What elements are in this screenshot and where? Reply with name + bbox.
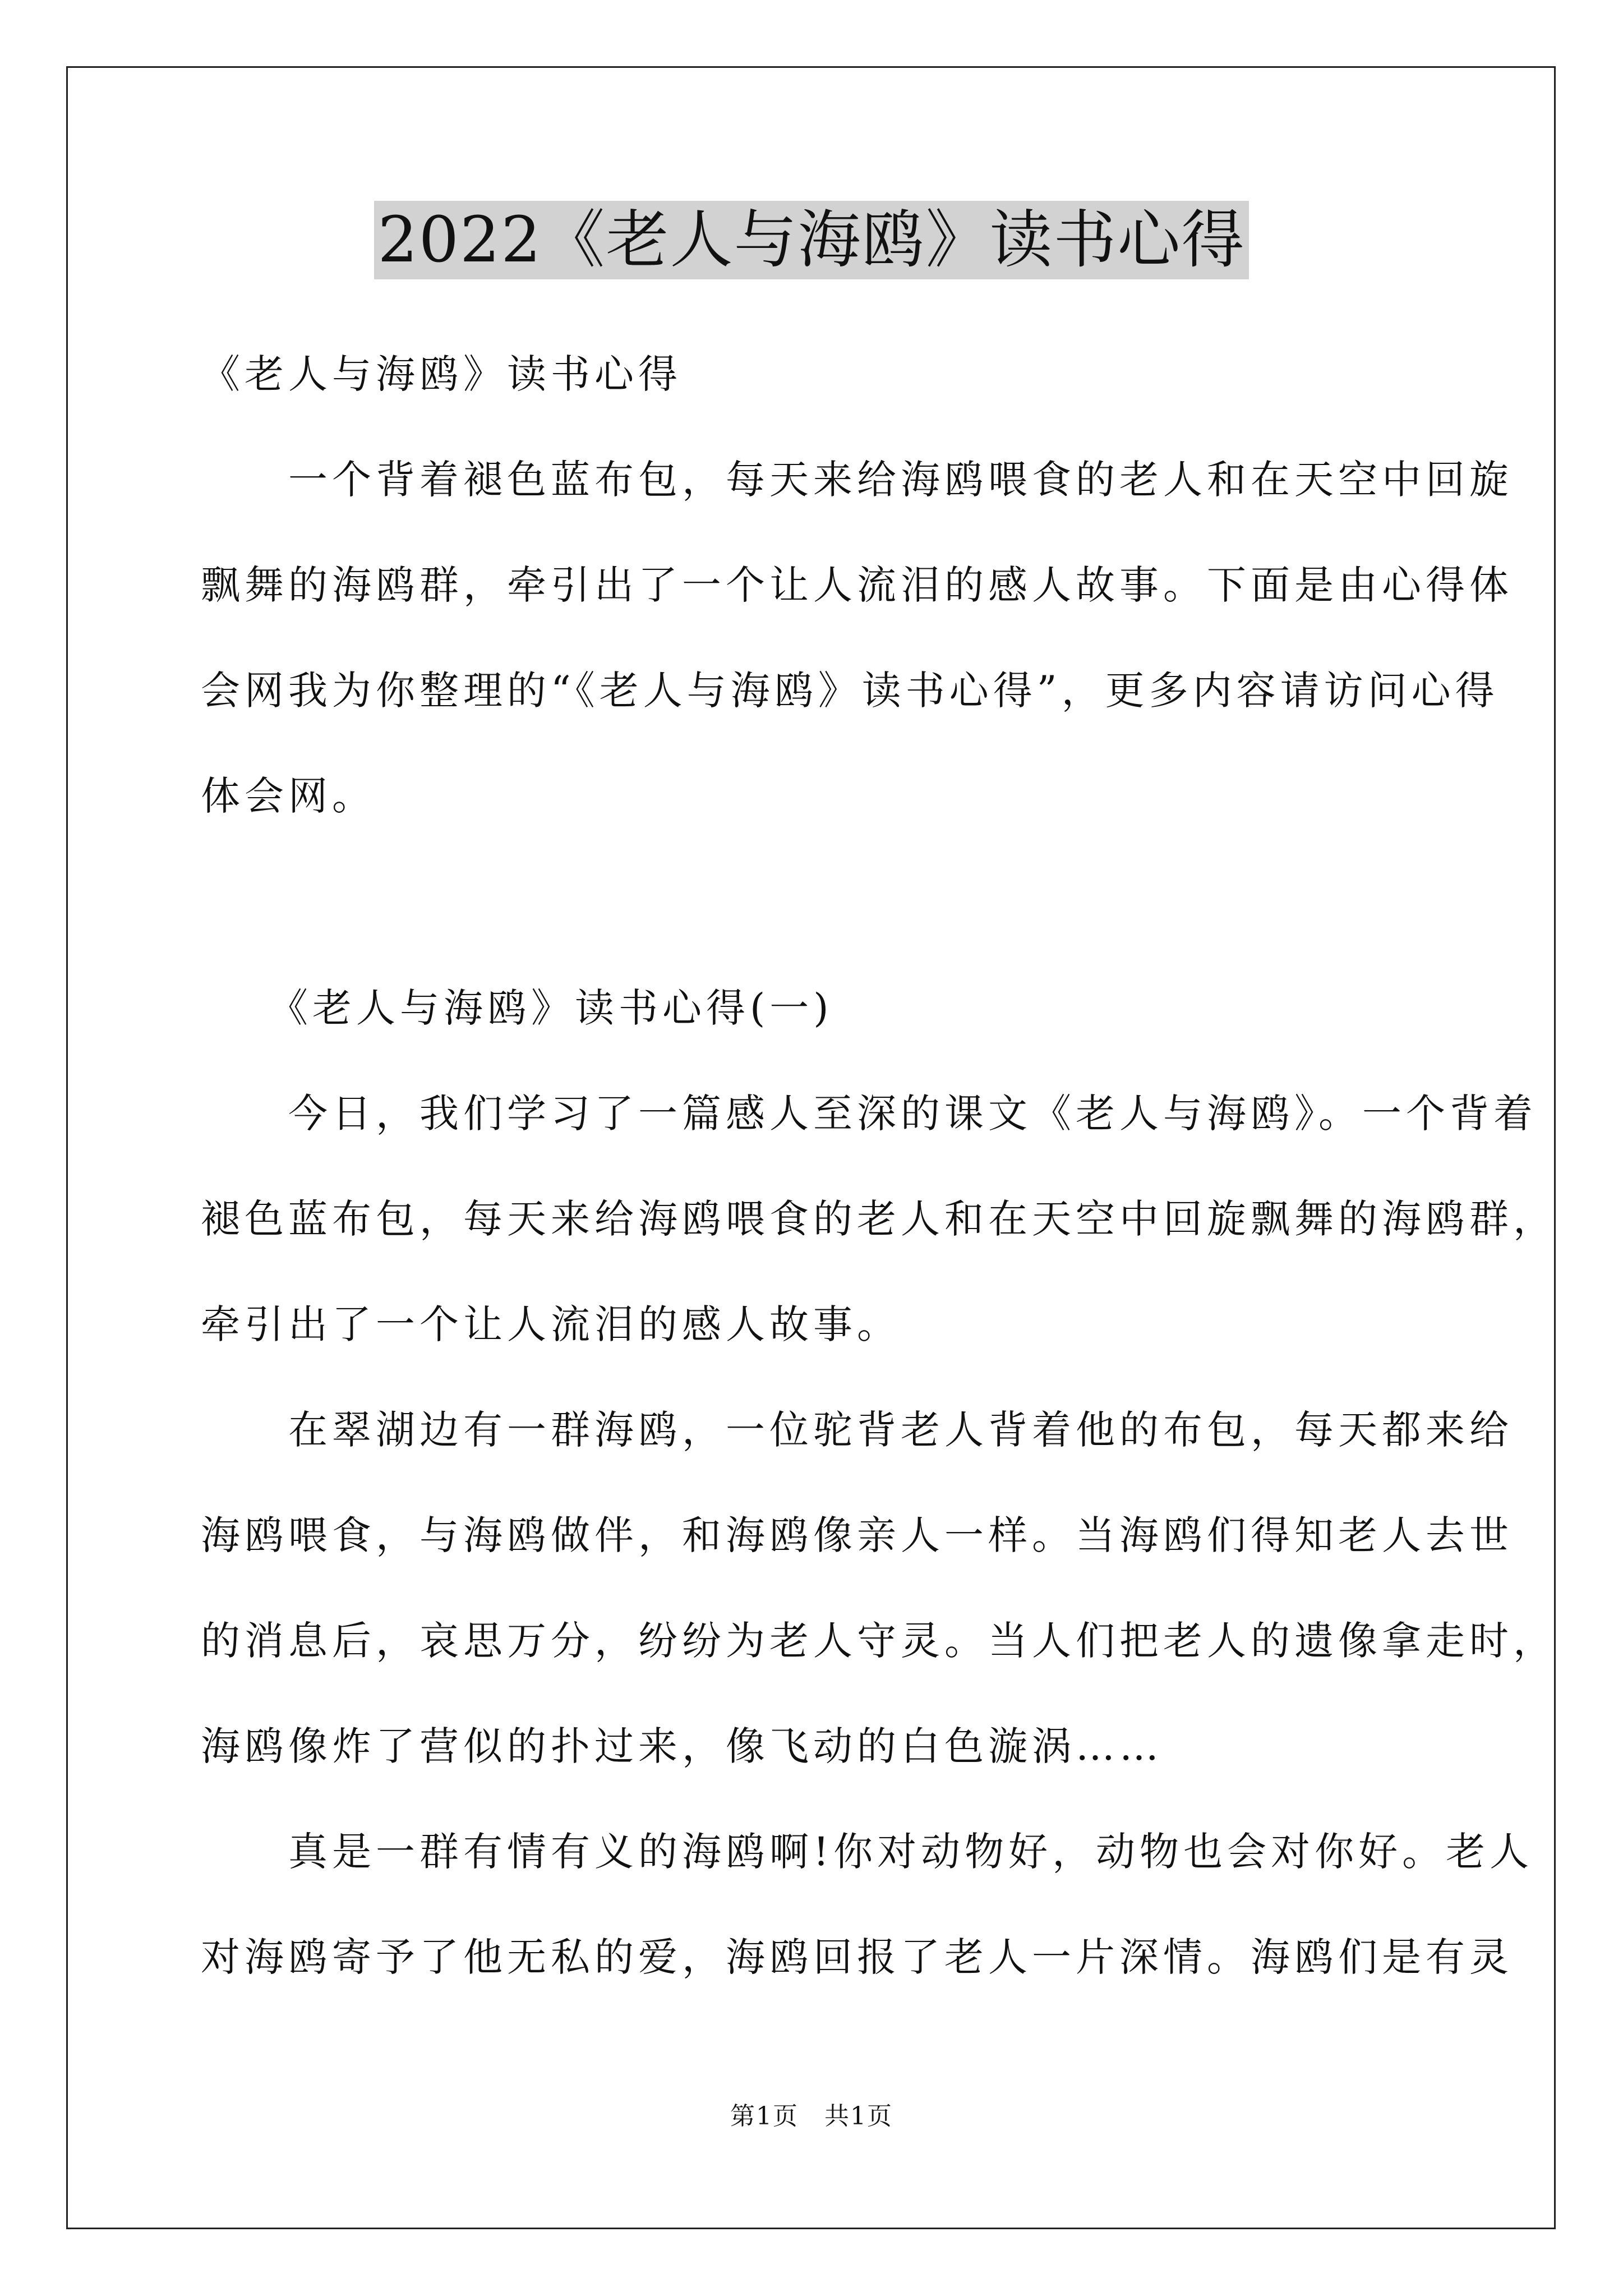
page-footer: 第1页 共1页 xyxy=(730,2102,893,2131)
body-line: 真是一群有情有义的海鸥啊!你对动物好，动物也会对你好。老人 xyxy=(201,1829,1534,1875)
subtitle-line: 《老人与海鸥》读书心得 xyxy=(201,351,682,397)
body-line: 褪色蓝布包，每天来给海鸥喂食的老人和在天空中回旋飘舞的海鸥群， xyxy=(201,1196,1557,1242)
body-line: 飘舞的海鸥群，牵引出了一个让人流泪的感人故事。下面是由心得体 xyxy=(201,562,1513,608)
body-line: 体会网。 xyxy=(201,773,376,819)
body-line: 今日，我们学习了一篇感人至深的课文《老人与海鸥》。一个背着 xyxy=(201,1091,1537,1137)
body-line: 海鸥喂食，与海鸥做伴，和海鸥像亲人一样。当海鸥们得知老人去世 xyxy=(201,1512,1513,1558)
body-line: 海鸥像炸了营似的扑过来，像飞动的白色漩涡…… xyxy=(201,1723,1163,1769)
document-title: 2022《老人与海鸥》读书心得 xyxy=(374,201,1248,279)
body-line: 一个背着褪色蓝布包，每天来给海鸥喂食的老人和在天空中回旋 xyxy=(201,457,1513,503)
section-heading: 《老人与海鸥》读书心得(一) xyxy=(201,985,833,1031)
body-line: 的消息后，哀思万分，纷纷为老人守灵。当人们把老人的遗像拿走时， xyxy=(201,1618,1557,1664)
title-container xyxy=(0,201,1623,279)
body-line: 在翠湖边有一群海鸥，一位驼背老人背着他的布包，每天都来给 xyxy=(201,1407,1513,1453)
body-line: 牵引出了一个让人流泪的感人故事。 xyxy=(201,1301,901,1347)
body-line: 对海鸥寄予了他无私的爱，海鸥回报了老人一片深情。海鸥们是有灵 xyxy=(201,1934,1513,1980)
body-line: 会网我为你整理的“《老人与海鸥》读书心得”，更多内容请访问心得 xyxy=(201,668,1499,714)
